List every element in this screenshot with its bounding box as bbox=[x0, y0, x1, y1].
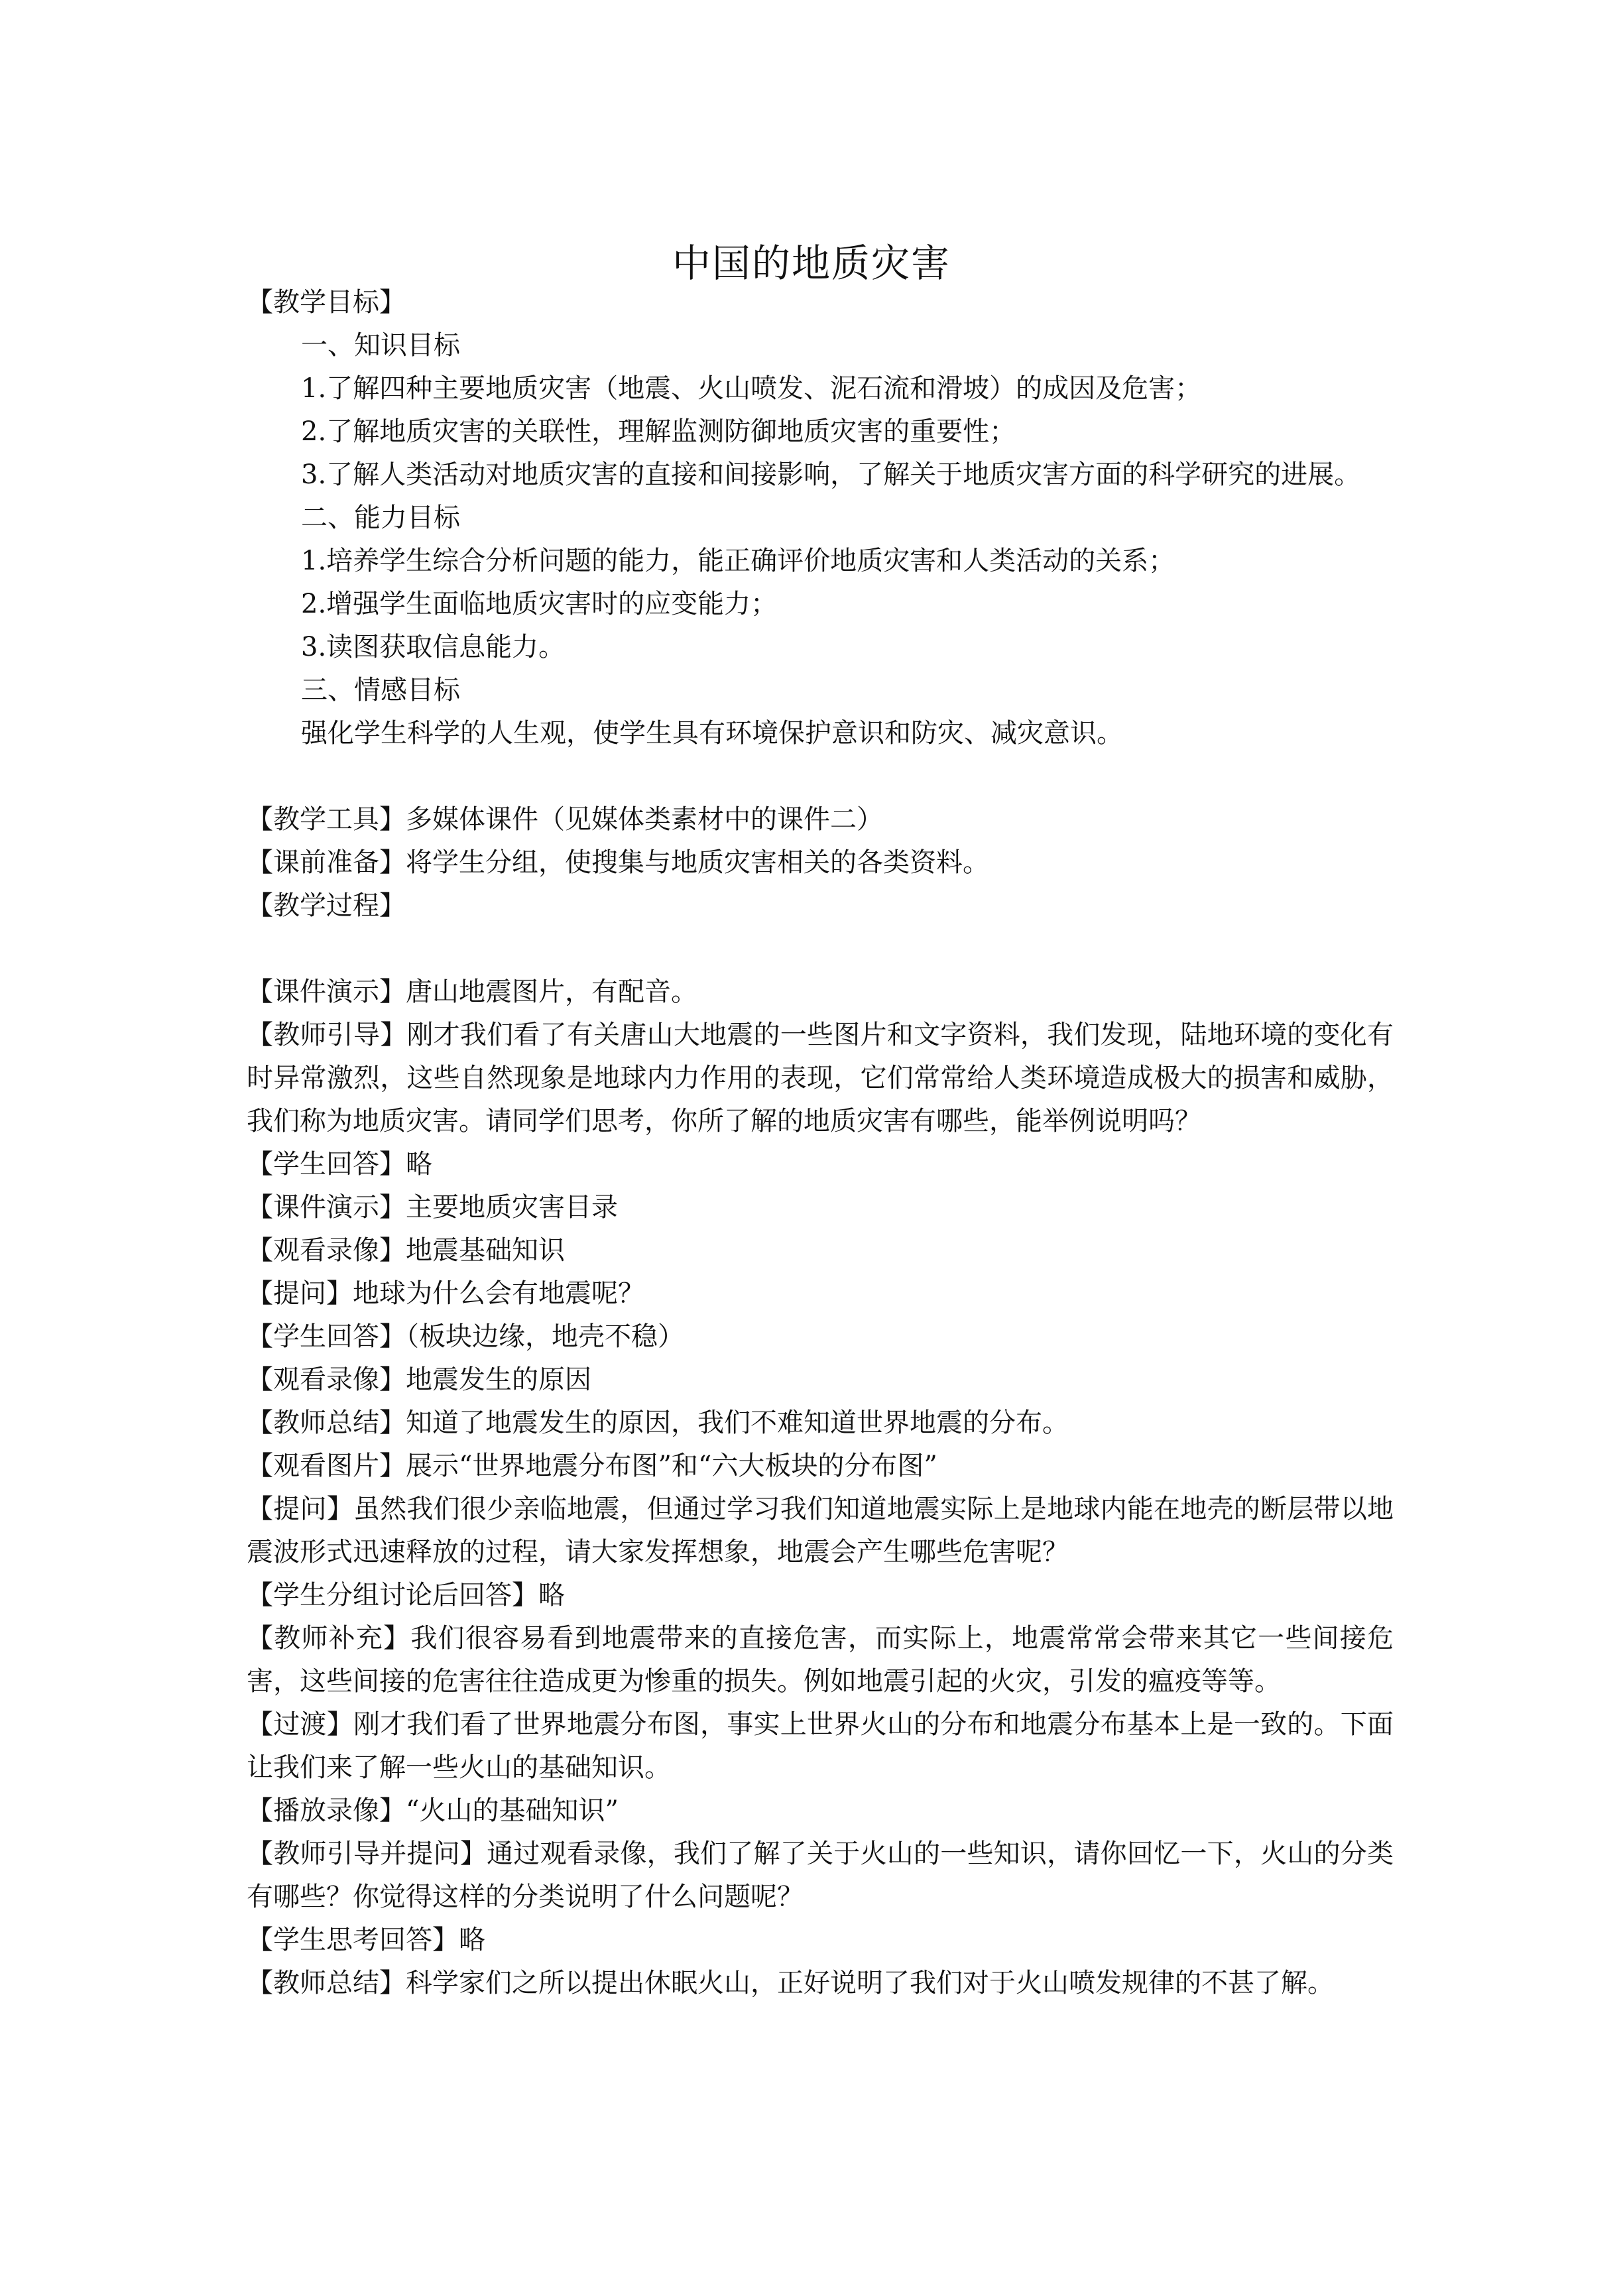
process-text: 地震发生的原因 bbox=[406, 1364, 591, 1395]
process-label: 【学生回答】 bbox=[247, 1149, 406, 1179]
tools-text: 多媒体课件（见媒体类素材中的课件二） bbox=[406, 804, 883, 835]
process-entry bbox=[247, 1186, 1394, 1229]
knowledge-item: 2.了解地质灾害的关联性，理解监测防御地质灾害的重要性； bbox=[301, 416, 1016, 447]
process-text: 知道了地震发生的原因，我们不难知道世界地震的分布。 bbox=[406, 1408, 1069, 1438]
tools-line bbox=[247, 798, 1394, 841]
process-label: 【学生分组讨论后回答】 bbox=[247, 1580, 538, 1610]
prep-text: 将学生分组，使搜集与地质灾害相关的各类资料。 bbox=[406, 847, 989, 878]
process-label: 【播放录像】 bbox=[247, 1795, 406, 1826]
emotion-heading: 三、情感目标 bbox=[301, 675, 460, 705]
process-entry bbox=[247, 1315, 1394, 1359]
process-label: 【教师总结】 bbox=[247, 1968, 406, 1998]
process-entry bbox=[247, 1833, 1394, 1919]
process-label: 【课件演示】 bbox=[247, 1192, 406, 1223]
process-entry bbox=[247, 1229, 1394, 1272]
process-label: 【教师引导】 bbox=[247, 1020, 407, 1050]
process-text: 通过观看录像，我们了解了关于火山的一些知识，请你回忆一下，火山的分类有哪些？你觉得这样的分类说明了什么问题呢？ bbox=[247, 1839, 1394, 1912]
process-entry bbox=[247, 1143, 1394, 1186]
process-text: 地球为什么会有地震呢？ bbox=[353, 1278, 644, 1309]
process-entry bbox=[247, 1919, 1394, 1962]
ability-item: 1.培养学生综合分析问题的能力，能正确评价地质灾害和人类活动的关系； bbox=[301, 546, 1175, 576]
tools-label: 【教学工具】 bbox=[247, 804, 406, 835]
prep-label: 【课前准备】 bbox=[247, 847, 406, 878]
process-text: 我们很容易看到地震带来的直接危害，而实际上，地震常常会带来其它一些间接危害，这些间接的危害往往造成更为惨重的损失。例如地震引起的火灾，引发的瘟疫等等。 bbox=[247, 1623, 1394, 1697]
process-label: 【教师引导并提问】 bbox=[247, 1839, 487, 1869]
knowledge-item: 1.了解四种主要地质灾害（地震、火山喷发、泥石流和滑坡）的成因及危害； bbox=[301, 373, 1202, 404]
process-text: 略 bbox=[538, 1580, 565, 1610]
process-entry bbox=[247, 1402, 1394, 1445]
process-heading: 【教学过程】 bbox=[247, 890, 406, 921]
process-text: 唐山地震图片，有配音。 bbox=[406, 977, 697, 1007]
process-text: 虽然我们很少亲临地震，但通过学习我们知道地震实际上是地球内能在地壳的断层带以地震波形式迅速释放的过程，请大家发挥想象，地震会产生哪些危害呢？ bbox=[247, 1494, 1394, 1567]
process-label: 【提问】 bbox=[247, 1278, 353, 1309]
prep-line bbox=[247, 841, 1394, 884]
process-text: 主要地质灾害目录 bbox=[406, 1192, 618, 1223]
process-entry bbox=[247, 1703, 1394, 1789]
process-entry bbox=[247, 1789, 1394, 1833]
process-entry bbox=[247, 1272, 1394, 1315]
process-text: 地震基础知识 bbox=[406, 1235, 565, 1266]
process-label: 【学生回答】 bbox=[247, 1321, 406, 1352]
ability-item: 2.增强学生面临地质灾害时的应变能力； bbox=[301, 589, 778, 619]
process-entry bbox=[247, 971, 1394, 1014]
process-label: 【教师总结】 bbox=[247, 1408, 406, 1438]
process-label: 【提问】 bbox=[247, 1494, 353, 1524]
spacer bbox=[247, 755, 1394, 798]
process-label: 【课件演示】 bbox=[247, 977, 406, 1007]
process-text: 略 bbox=[459, 1925, 485, 1955]
process-text: 刚才我们看了世界地震分布图，事实上世界火山的分布和地震分布基本上是一致的。下面让我们来了解一些火山的基础知识。 bbox=[247, 1709, 1394, 1783]
page-title: 中国的地质灾害 bbox=[672, 240, 951, 286]
process-text: “火山的基础知识” bbox=[406, 1795, 619, 1826]
process-text: 科学家们之所以提出休眠火山，正好说明了我们对于火山喷发规律的不甚了解。 bbox=[406, 1968, 1334, 1998]
process-entry bbox=[247, 1962, 1394, 2005]
process-text: （板块边缘，地壳不稳） bbox=[406, 1321, 684, 1352]
process-text: 展示“世界地震分布图”和“六大板块的分布图” bbox=[406, 1451, 937, 1481]
process-label: 【观看录像】 bbox=[247, 1364, 406, 1395]
process-label: 【教师补充】 bbox=[247, 1623, 411, 1654]
process-text: 略 bbox=[406, 1149, 432, 1179]
ability-item: 3.读图获取信息能力。 bbox=[301, 632, 566, 662]
knowledge-item: 3.了解人类活动对地质灾害的直接和间接影响，了解关于地质灾害方面的科学研究的进展。 bbox=[301, 459, 1361, 490]
process-entry bbox=[247, 1488, 1394, 1574]
objectives-heading: 【教学目标】 bbox=[247, 287, 406, 318]
document-body bbox=[247, 281, 1394, 2005]
process-entry bbox=[247, 1617, 1394, 1703]
emotion-text: 强化学生科学的人生观，使学生具有环境保护意识和防灾、减灾意识。 bbox=[301, 718, 1123, 749]
process-label: 【观看录像】 bbox=[247, 1235, 406, 1266]
process-label: 【过渡】 bbox=[247, 1709, 353, 1740]
process-entry bbox=[247, 1574, 1394, 1617]
process-entry bbox=[247, 1014, 1394, 1143]
process-text: 刚才我们看了有关唐山大地震的一些图片和文字资料，我们发现，陆地环境的变化有时异常激烈，这些自然现象是地球内力作用的表现，它们常常给人类环境造成极大的损害和威胁，我们称为地质灾害。请同学们思考，你所了解的地质灾害有哪些，能举例说明吗？ bbox=[247, 1020, 1394, 1136]
process-entry bbox=[247, 1359, 1394, 1402]
ability-heading: 二、能力目标 bbox=[301, 503, 460, 533]
process-label: 【学生思考回答】 bbox=[247, 1925, 459, 1955]
process-entry bbox=[247, 1445, 1394, 1488]
process-label: 【观看图片】 bbox=[247, 1451, 406, 1481]
knowledge-heading: 一、知识目标 bbox=[301, 330, 460, 361]
spacer bbox=[247, 928, 1394, 971]
